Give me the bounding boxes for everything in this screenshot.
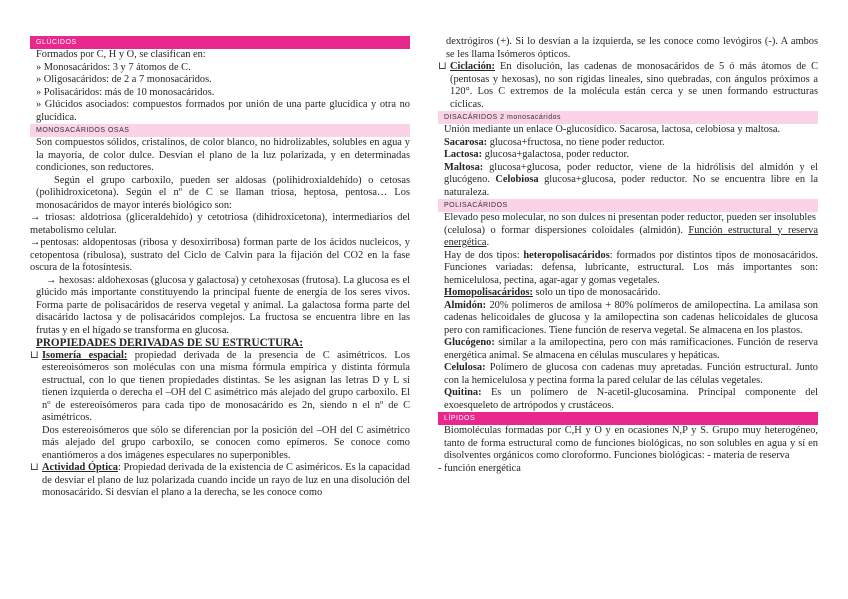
property-actividad-optica [30,462,410,500]
properties-heading: PROPIEDADES DERIVADAS DE SU ESTRUCTURA: [36,337,304,349]
right-column [438,36,818,475]
class-item-mono: » Monosacáridos: 3 y 7 átomos de C. [36,61,191,73]
quitina-label: Quitina: [444,387,482,398]
isomeria-text [42,350,410,425]
celobiosa-label: Celobiosa [495,174,539,185]
celulosa-label: Celulosa: [444,362,486,373]
isomeria-body: propiedad derivada de la presencia de C asimétricos. Los estereoisómeros son moléculas con una misma fórmula empírica y distinta fórmula estructual, con lo que tienen propiedades distintas. Se les asignan las letras D y L si tienen izquierda o derecha el –OH del C asimétrico más alejado del grupo carboxilo. El nº de estereoisómeros para cada tipo de monosacárido es 2n, siendo n el nº de C asimétricos. [42,349,410,423]
homo-label: Homopolisacáridos: [444,287,533,298]
checkbox-glyph: ⊔ [30,462,39,473]
glucidos-intro: Formados por C, H y O, se clasifican en: [36,49,206,60]
actividad-text [42,462,410,500]
property-ciclacion [438,61,818,111]
sacarosa-body: glucosa+fructosa, no tiene poder reductor. [487,136,665,148]
triosas-item: → triosas: aldotriosa (gliceraldehído) y cetotriosa (dihidroxicetona), intermediarios del metabolismo celular. [30,212,410,236]
poli-p1a: Elevado peso molecular, no son dulces ni presentan poder reductor, pueden ser insolubles [444,212,816,223]
disac-intro: Unión mediante un enlace O-glucosídico. Sacarosa, lactosa, celobiosa y maltosa. [444,124,781,135]
glucogeno-line [438,337,818,362]
poli-paragraph-1 [438,212,818,250]
actividad-body: : Propiedad derivada de la existencia de C asiméricos. Es la capacidad de desviar el plano de luz polarizada cuando incide un rayo de luz en una disolución del monosacárido. Si desvían el plano a la derecha, se les conoce como [42,462,410,498]
class-item-poli: » Polisacáridos: más de 10 monosacáridos. [36,86,215,98]
class-item-oligo: » Oligosacáridos: de 2 a 7 monosacáridos. [36,74,212,85]
celulosa-body: Polímero de glucosa con cadenas muy apretadas. Función estructural. Junto con la hemicelulosa y pectina forma la pared celular de las células vegetales. [444,362,818,386]
poli-function-underlined: Función estructural y reserva energética [444,224,818,248]
poli-p1d: . [486,237,490,248]
ciclacion-body: En disolución, las cadenas de monosacáridos de 5 ó más átomos de C (pentosas y hexosas), no son rígidas lineales, sino quebradas, con ángulos próximos a 120°. Los C extremos de la molécula están cerca y se unen formando estructuras cíclicas. [450,61,818,110]
mono-paragraph-2: Según el grupo carboxilo, pueden ser aldosas (polihidroxialdehído) o cetosas (polihidroxicetona). Según el nº de C se llaman triosa, heptosa, pentosa… Los monosacáridos de mayor interés biológico son: [36,174,410,211]
class-item-asociados: » Glúcidos asociados: compuestos formados por unión de una parte glucídica y otra no glucídica. [36,99,410,123]
homo-body: solo un tipo de monosacárido. [532,287,661,298]
lactosa-line [438,149,818,162]
maltosa-body: glucosa+glucosa, poder reductor, viene de la hidrólisis del almidón y el glucógeno. [444,161,818,185]
property-isomeria [30,350,410,425]
isomeria-label: Isomería espacial: [42,349,128,361]
heteropolisacaridos-label: heteropolisacáridos [523,249,610,261]
maltosa-line [438,162,818,200]
glucogeno-body: similar a la amilopectina, pero con más ramificaciones. Función de reserva energética animal. Se almacena en células musculares y hepáticas. [444,337,818,361]
sacarosa-line [438,137,818,150]
poli-paragraph-2 [438,250,818,288]
actividad-label: Actividad Óptica [42,462,118,473]
poli-p1b: (celulosa) o formar dispersiones coloidales (almidón). [444,224,689,236]
lipidos-header-bar: LÍPIDOS [438,412,818,425]
left-column [30,36,410,500]
homo-line [438,287,818,300]
lactosa-label: Lactosa: [444,149,483,160]
pentosas-item: →pentosas: aldopentosas (ribosa y desoxirribosa) forman parte de los ácidos nucleicos, y cetopentosa (ribulosa), sustrato del Ciclo de Calvin para la fijación del CO2 en la fase oscura de la fotosíntesis. [30,237,410,273]
epimeros-paragraph: Dos estereoisómeros que sólo se diferencian por la posición del –OH del C asimétrico más alejado del grupo carboxilo, se conocen como epímeros. Se conoce como enantiómeros a dos imágenes especulares no superponibles. [42,424,410,461]
monosacaridos-header-bar: MONOSACÁRIDOS OSAS [30,124,410,137]
almidon-label: Almidón: [444,299,487,311]
checkbox-glyph: ⊔ [30,349,39,361]
ciclacion-text [450,61,818,111]
lactosa-body: glucosa+galactosa, poder reductor. [482,149,630,160]
almidon-line [438,300,818,338]
glucogeno-label: Glucógeno: [444,337,495,348]
poli-p2c: : formados por distintos tipos de monosacáridos. Funciones variadas: defensa, lubricante, estructural. Los más importantes son: hemicelulosa, pectina, agar-agar y gomas vegetales. [444,249,818,286]
optica-continuation: dextrógiros (+). Si lo desvían a la izquierda, se les conoce como levógiros (-). A ambos se les llama Isómeros ópticos. [446,36,818,60]
quitina-body: Es un polímero de N-acetil-glucosamina. Principal componente del exoesqueleto de artrópodos y crustáceos. [444,387,818,411]
celulosa-line [438,362,818,387]
checkbox-glyph: ⊔ [438,61,447,72]
celobiosa-body: glucosa+glucosa, poder reductor. No se encuentra libre en la naturaleza. [444,174,818,198]
lipidos-paragraph: Biomoléculas formadas por C,H y O y en ocasiones N,P y S. Grupo muy heterogéneo, tanto de forma estructural como de funciones biológicas, no son solubles en agua y sí en disolventes orgánicos como cloroformo. Funciones biológicas: - materia de reserva [444,425,818,461]
hexosas-item: → hexosas: aldohexosas (glucosa y galactosa) y cetohexosas (frutosa). La glucosa es el glúcido más importante constituyendo la principal fuente de energía de los seres vivos. Forma parte de polisacáridos de reserva vegetal y animal. La galactosa forma parte del disacárido lactosa y de polisacáridos complejos. La fructosa se encuentra libre en las frutas y en el hígado se transforma en glucosa. [36,274,410,336]
poli-p2a: Hay de dos tipos: [444,249,524,261]
glucidos-header-bar: GLÚCIDOS [30,36,410,49]
quitina-line [438,387,818,412]
disacaridos-header-bar: DISACÁRIDOS 2 monosacáridos [438,111,818,124]
maltosa-label: Maltosa: [444,161,484,173]
polisacaridos-header-bar: POLISACÁRIDOS [438,199,818,212]
ciclacion-label: Ciclación: [450,61,496,72]
sacarosa-label: Sacarosa: [444,136,488,148]
mono-paragraph-1: Son compuestos sólidos, cristalinos, de color blanco, no hidrolizables, solubles en agua y la mayoría, de color dulce. Desvían el plano de la luz polarizada, y en determinadas condiciones, son reductores. [36,137,410,173]
lipidos-function-energetica: - función energética [438,462,521,474]
almidon-body: 20% polímeros de amilosa + 80% polímeros de amilopectina. La amilasa son cadenas helicoidales de glucosa y la amilopectina son cadenas helicoidales de glucosa pero con ramificaciones. Tiene función de reserva vegetal. Se almacena en los plastos. [444,299,818,336]
